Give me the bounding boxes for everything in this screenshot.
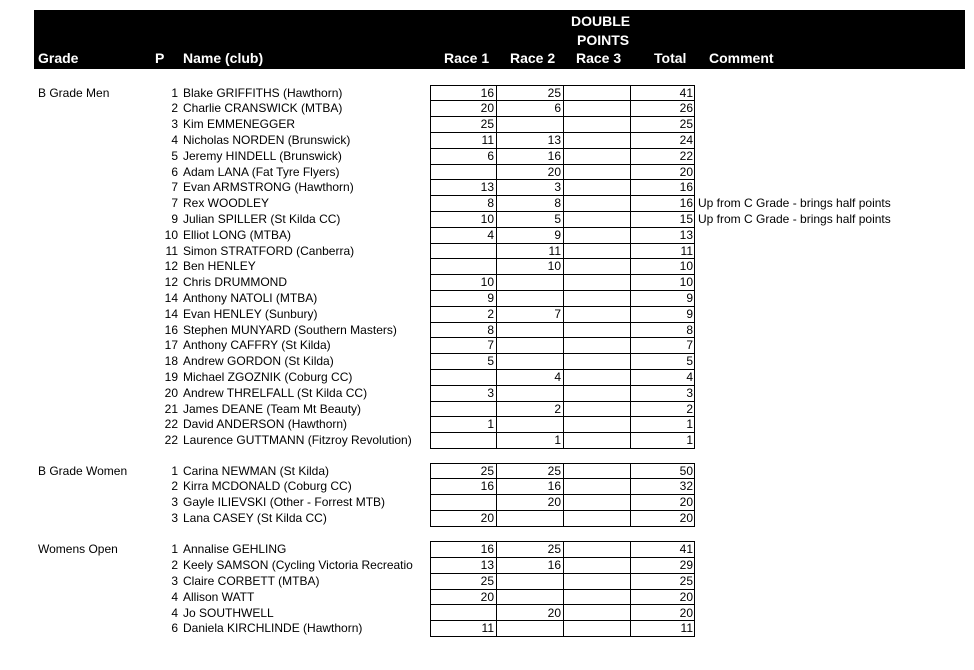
position-cell: 4 [171, 589, 178, 604]
rider-name-cell: Jo SOUTHWELL [183, 605, 274, 620]
race-1-points-cell: 4 [487, 227, 494, 242]
rider-name-cell: Anthony CAFFRY (St Kilda) [183, 338, 331, 353]
position-cell: 5 [171, 148, 178, 163]
rider-name-cell: Stephen MUNYARD (Southern Masters) [183, 322, 397, 337]
race-2-points-cell: 8 [554, 196, 561, 211]
header-double-label: DOUBLE [571, 13, 631, 29]
race-2-points-cell: 3 [554, 180, 561, 195]
table-row [0, 179, 974, 195]
header-comment: Comment [709, 50, 774, 66]
grade-label: B Grade Men [38, 85, 110, 100]
race-2-points-cell: 25 [547, 542, 561, 557]
race-1-points-cell: 9 [487, 290, 494, 305]
table-row [0, 274, 974, 290]
race-1-points-cell: 2 [487, 306, 494, 321]
position-cell: 6 [171, 164, 178, 179]
rider-name-cell: Lana CASEY (St Kilda CC) [183, 510, 327, 525]
table-row [0, 463, 974, 479]
total-points-cell: 29 [679, 558, 693, 573]
table-row [0, 100, 974, 116]
total-points-cell: 20 [679, 164, 693, 179]
header-race-1: Race 1 [444, 50, 490, 66]
rider-name-cell: Annalise GEHLING [183, 542, 287, 557]
rider-name-cell: Anthony NATOLI (MTBA) [183, 290, 318, 305]
rider-name-cell: Andrew GORDON (St Kilda) [183, 354, 334, 369]
table-row [0, 290, 974, 306]
position-cell: 1 [171, 542, 178, 557]
race-2-points-cell: 4 [554, 369, 561, 384]
rider-name-cell: Laurence GUTTMANN (Fitzroy Revolution) [183, 433, 412, 448]
rider-name-cell: Daniela KIRCHLINDE (Hawthorn) [183, 621, 363, 636]
table-row [0, 116, 974, 132]
table-row [0, 227, 974, 243]
race-2-points-cell: 9 [554, 227, 561, 242]
rider-name-cell: Carina NEWMAN (St Kilda) [183, 463, 330, 478]
header-name: Name (club) [183, 50, 264, 66]
race-2-points-cell: 25 [547, 85, 561, 100]
race-1-points-cell: 16 [480, 479, 494, 494]
table-header [34, 10, 965, 69]
table-row [0, 510, 974, 526]
total-points-cell: 20 [679, 495, 693, 510]
total-points-cell: 24 [679, 132, 693, 147]
rider-name-cell: Claire CORBETT (MTBA) [183, 573, 320, 588]
table-row [0, 211, 974, 227]
rider-name-cell: Evan ARMSTRONG (Hawthorn) [183, 180, 354, 195]
race-1-points-cell: 25 [480, 463, 494, 478]
total-points-cell: 2 [686, 401, 693, 416]
total-points-cell: 50 [679, 463, 693, 478]
total-points-cell: 41 [679, 85, 693, 100]
position-cell: 14 [164, 290, 178, 305]
total-points-cell: 4 [686, 369, 693, 384]
position-cell: 18 [164, 354, 178, 369]
total-points-cell: 32 [679, 479, 693, 494]
position-cell: 10 [164, 227, 178, 242]
table-row [0, 401, 974, 417]
position-cell: 19 [164, 369, 178, 384]
race-2-points-cell: 11 [548, 243, 561, 258]
total-points-cell: 11 [680, 243, 693, 258]
comment-cell: Up from C Grade - brings half points [698, 196, 891, 211]
race-1-points-cell: 11 [481, 621, 494, 636]
position-cell: 7 [171, 196, 178, 211]
header-race-3: Race 3 [576, 50, 622, 66]
rider-name-cell: Ben HENLEY [183, 259, 256, 274]
position-cell: 1 [171, 463, 178, 478]
race-1-points-cell: 7 [487, 338, 494, 353]
total-points-cell: 3 [686, 385, 693, 400]
race-2-points-cell: 7 [554, 306, 561, 321]
total-points-cell: 10 [679, 275, 693, 290]
header-grade: Grade [38, 50, 79, 66]
race-1-points-cell: 16 [480, 85, 494, 100]
position-cell: 14 [164, 306, 178, 321]
position-cell: 11 [165, 243, 178, 258]
rider-name-cell: Michael ZGOZNIK (Coburg CC) [183, 369, 353, 384]
race-2-points-cell: 20 [547, 495, 561, 510]
race-1-points-cell: 6 [487, 148, 494, 163]
position-cell: 16 [164, 322, 178, 337]
race-1-points-cell: 1 [487, 417, 494, 432]
total-points-cell: 22 [679, 148, 693, 163]
rider-name-cell: Allison WATT [183, 589, 255, 604]
grade-label: Womens Open [38, 542, 118, 557]
rider-name-cell: Kim EMMENEGGER [183, 117, 296, 132]
position-cell: 3 [171, 510, 178, 525]
race-2-points-cell: 6 [554, 101, 561, 116]
position-cell: 22 [164, 417, 178, 432]
position-cell: 12 [164, 275, 178, 290]
total-points-cell: 11 [680, 621, 693, 636]
race-1-points-cell: 13 [480, 180, 494, 195]
total-points-cell: 16 [679, 180, 693, 195]
position-cell: 2 [171, 479, 178, 494]
table-row [0, 589, 974, 605]
table-row [0, 337, 974, 353]
race-2-points-cell: 16 [547, 148, 561, 163]
position-cell: 20 [164, 385, 178, 400]
grade-label: B Grade Women [38, 463, 128, 478]
total-points-cell: 20 [679, 589, 693, 604]
table-row [0, 385, 974, 401]
table-row [0, 541, 974, 557]
total-points-cell: 25 [679, 573, 693, 588]
total-points-cell: 16 [679, 196, 693, 211]
race-1-points-cell: 25 [480, 117, 494, 132]
race-1-points-cell: 20 [480, 589, 494, 604]
comment-cell: Up from C Grade - brings half points [698, 211, 891, 226]
total-points-cell: 13 [679, 227, 693, 242]
race-1-points-cell: 10 [480, 275, 494, 290]
total-points-cell: 15 [679, 211, 693, 226]
rider-name-cell: David ANDERSON (Hawthorn) [183, 417, 348, 432]
position-cell: 3 [171, 117, 178, 132]
table-row [0, 148, 974, 164]
race-1-points-cell: 8 [487, 322, 494, 337]
table-row [0, 322, 974, 338]
race-2-points-cell: 25 [547, 463, 561, 478]
position-cell: 2 [171, 101, 178, 116]
position-cell: 7 [171, 180, 178, 195]
race-2-points-cell: 20 [547, 605, 561, 620]
position-cell: 1 [171, 85, 178, 100]
total-points-cell: 10 [679, 259, 693, 274]
header-total: Total [654, 50, 687, 66]
table-row [0, 432, 974, 448]
race-1-points-cell: 5 [487, 354, 494, 369]
total-points-cell: 1 [686, 433, 693, 448]
header-position: P [155, 50, 165, 66]
race-2-points-cell: 5 [554, 211, 561, 226]
rider-name-cell: Blake GRIFFITHS (Hawthorn) [183, 85, 343, 100]
position-cell: 3 [171, 495, 178, 510]
position-cell: 2 [171, 558, 178, 573]
table-row [0, 164, 974, 180]
race-1-points-cell: 11 [481, 132, 494, 147]
total-points-cell: 20 [679, 605, 693, 620]
race-1-points-cell: 20 [480, 510, 494, 525]
total-points-cell: 20 [679, 510, 693, 525]
race-2-points-cell: 16 [547, 479, 561, 494]
position-cell: 3 [171, 573, 178, 588]
race-1-points-cell: 3 [487, 385, 494, 400]
position-cell: 12 [164, 259, 178, 274]
total-points-cell: 26 [679, 101, 693, 116]
rider-name-cell: Simon STRATFORD (Canberra) [183, 243, 355, 258]
race-1-points-cell: 20 [480, 101, 494, 116]
header-points-label: POINTS [577, 32, 630, 48]
total-points-cell: 5 [686, 354, 693, 369]
rider-name-cell: James DEANE (Team Mt Beauty) [183, 401, 362, 416]
table-row [0, 353, 974, 369]
position-cell: 9 [171, 211, 178, 226]
table-row [0, 478, 974, 494]
table-row [0, 243, 974, 259]
total-points-cell: 25 [679, 117, 693, 132]
total-points-cell: 9 [686, 306, 693, 321]
table-row [0, 620, 974, 636]
race-1-points-cell: 16 [480, 542, 494, 557]
race-1-points-cell: 25 [480, 573, 494, 588]
table-row [0, 573, 974, 589]
rider-name-cell: Elliot LONG (MTBA) [183, 227, 292, 242]
race-1-points-cell: 10 [480, 211, 494, 226]
position-cell: 21 [164, 401, 178, 416]
table-row [0, 258, 974, 274]
table-row [0, 369, 974, 385]
rider-name-cell: Evan HENLEY (Sunbury) [183, 306, 318, 321]
table-row [0, 195, 974, 211]
race-1-points-cell: 13 [480, 558, 494, 573]
rider-name-cell: Julian SPILLER (St Kilda CC) [183, 211, 341, 226]
header-race-2: Race 2 [510, 50, 556, 66]
table-row [0, 85, 974, 101]
total-points-cell: 41 [679, 542, 693, 557]
rider-name-cell: Nicholas NORDEN (Brunswick) [183, 132, 351, 147]
position-cell: 6 [171, 621, 178, 636]
table-row [0, 605, 974, 621]
race-2-points-cell: 10 [547, 259, 561, 274]
position-cell: 4 [171, 132, 178, 147]
table-row [0, 494, 974, 510]
race-2-points-cell: 16 [547, 558, 561, 573]
table-row [0, 557, 974, 573]
rider-name-cell: Kirra MCDONALD (Coburg CC) [183, 479, 352, 494]
position-cell: 22 [164, 433, 178, 448]
position-cell: 4 [171, 605, 178, 620]
race-2-points-cell: 13 [547, 132, 561, 147]
total-points-cell: 8 [686, 322, 693, 337]
race-2-points-cell: 2 [554, 401, 561, 416]
total-points-cell: 9 [686, 290, 693, 305]
rider-name-cell: Chris DRUMMOND [183, 275, 287, 290]
race-2-points-cell: 1 [554, 433, 561, 448]
table-row [0, 132, 974, 148]
table-row [0, 306, 974, 322]
rider-name-cell: Andrew THRELFALL (St Kilda CC) [183, 385, 368, 400]
position-cell: 17 [164, 338, 178, 353]
total-points-cell: 1 [686, 417, 693, 432]
rider-name-cell: Adam LANA (Fat Tyre Flyers) [183, 164, 340, 179]
rider-name-cell: Jeremy HINDELL (Brunswick) [183, 148, 342, 163]
race-1-points-cell: 8 [487, 196, 494, 211]
total-points-cell: 7 [686, 338, 693, 353]
rider-name-cell: Gayle ILIEVSKI (Other - Forrest MTB) [183, 495, 386, 510]
table-row [0, 416, 974, 432]
rider-name-cell: Keely SAMSON (Cycling Victoria Recreatio [183, 558, 413, 573]
rider-name-cell: Charlie CRANSWICK (MTBA) [183, 101, 343, 116]
rider-name-cell: Rex WOODLEY [183, 196, 270, 211]
race-2-points-cell: 20 [547, 164, 561, 179]
